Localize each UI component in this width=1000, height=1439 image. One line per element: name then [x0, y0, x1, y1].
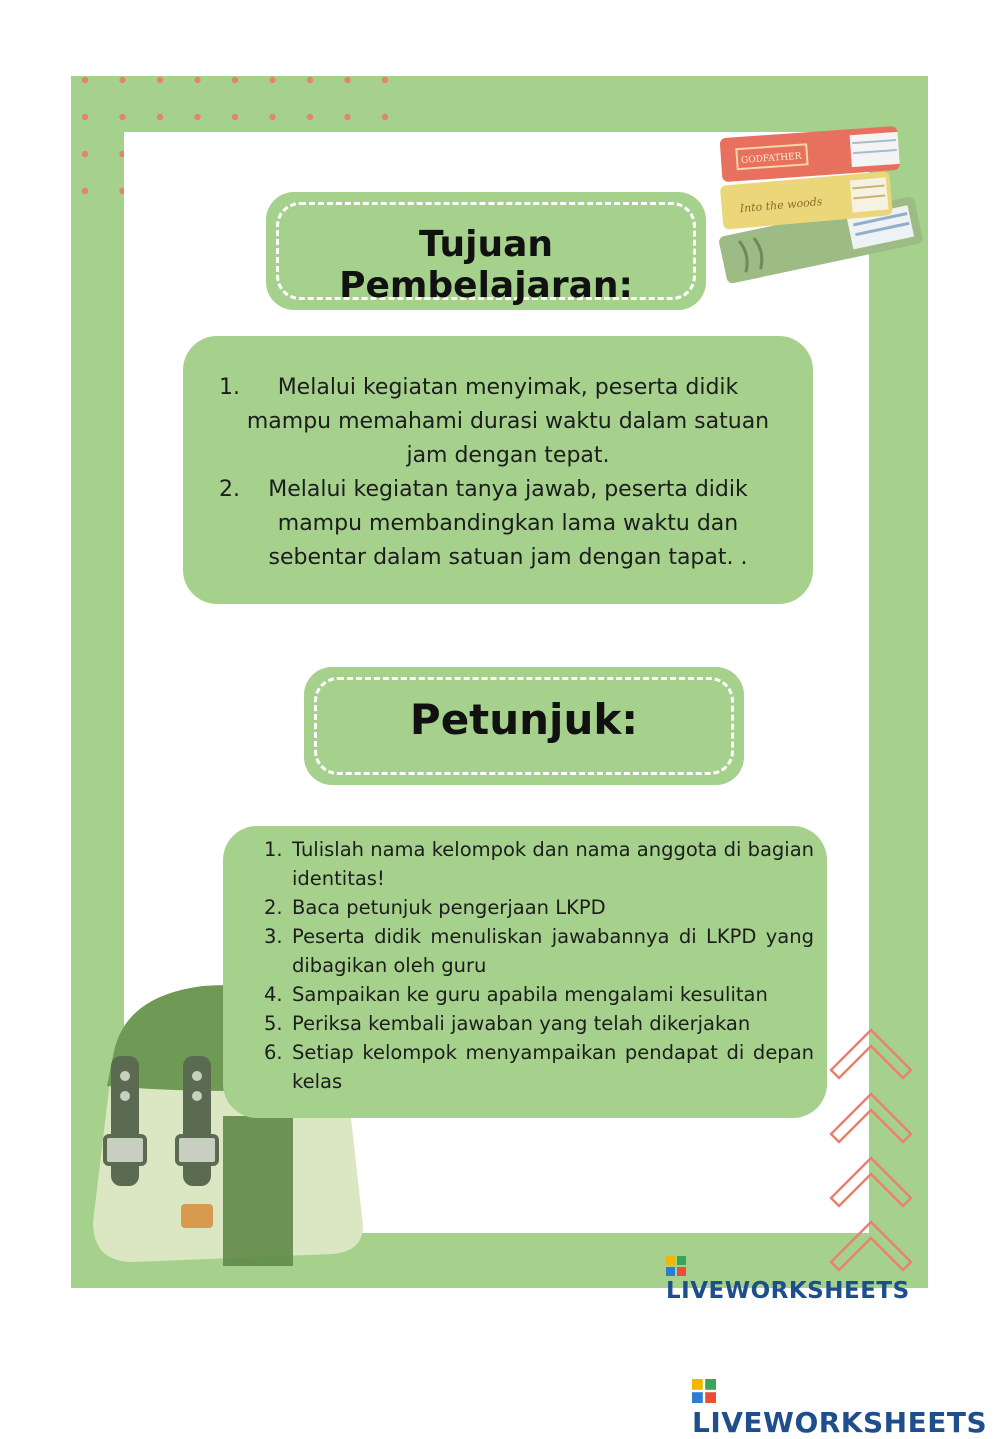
- objectives-list: [219, 371, 793, 575]
- instructions-card: [223, 826, 827, 1118]
- liveworksheets-watermark-footer: [692, 1373, 1000, 1439]
- instruction-number: 4.: [264, 983, 283, 1006]
- dot: [307, 77, 313, 83]
- dot: [119, 77, 125, 83]
- dot: [269, 114, 275, 120]
- dot: [344, 77, 350, 83]
- book-spine-top: GODFATHER: [740, 151, 802, 166]
- objective-line: mampu membandingkan lama waktu dan: [277, 511, 739, 536]
- liveworksheets-logo-icon: [692, 1379, 716, 1403]
- instruction-text: Periksa kembali jawaban yang telah dikerjakan: [292, 1012, 751, 1035]
- dot: [157, 77, 163, 83]
- instructions-title-pill: [304, 667, 744, 785]
- instruction-item: [264, 1038, 814, 1096]
- liveworksheets-watermark-inner: [666, 1252, 928, 1304]
- objective-item: [219, 371, 793, 473]
- objective-line: jam dengan tepat.: [406, 443, 610, 468]
- instruction-number: 3.: [264, 925, 283, 948]
- objective-line: Melalui kegiatan menyimak, peserta didik: [277, 375, 739, 400]
- objective-line: Melalui kegiatan tanya jawab, peserta didik: [268, 477, 748, 502]
- instruction-item: [264, 980, 814, 1009]
- objectives-card: [183, 336, 813, 604]
- instruction-text: Baca petunjuk pengerjaan LKPD: [292, 896, 606, 919]
- dot: [157, 114, 163, 120]
- watermark-footer-text: LIVEWORKSHEETS: [692, 1406, 988, 1439]
- instruction-item: [264, 893, 814, 922]
- instruction-number: 6.: [264, 1041, 283, 1064]
- dot: [82, 77, 88, 83]
- instruction-item: [264, 922, 814, 980]
- dot: [307, 114, 313, 120]
- book-spine-middle: Into the woods: [739, 195, 823, 216]
- chevron-arrows-icon: [827, 1026, 917, 1288]
- instruction-text: Setiap kelompok menyampaikan pendapat di depan kelas: [292, 1041, 814, 1093]
- dot: [194, 77, 200, 83]
- objective-line: sebentar dalam satuan jam dengan tapat. .: [268, 545, 748, 570]
- instruction-number: 1.: [264, 838, 283, 861]
- instruction-text: Peserta didik menuliskan jawabannya di LKPD yang dibagikan oleh guru: [292, 925, 814, 977]
- instruction-number: 2.: [264, 896, 283, 919]
- dot: [382, 114, 388, 120]
- objective-item: [219, 473, 793, 575]
- objectives-title-pill: [266, 192, 706, 310]
- books-stack-icon: [701, 96, 928, 276]
- dot: [232, 77, 238, 83]
- instructions-list: [264, 835, 814, 1096]
- dot: [194, 114, 200, 120]
- objectives-title: Tujuan Pembelajaran:: [339, 224, 633, 306]
- instruction-item: [264, 835, 814, 893]
- dot: [232, 114, 238, 120]
- dot: [269, 77, 275, 83]
- liveworksheets-logo-icon: [666, 1256, 686, 1276]
- watermark-inner-text: LIVEWORKSHEETS: [666, 1278, 910, 1304]
- dot: [82, 188, 88, 194]
- dot: [382, 77, 388, 83]
- instruction-text: Tulislah nama kelompok dan nama anggota di bagian identitas!: [292, 838, 814, 890]
- dot: [82, 151, 88, 157]
- worksheet-poster: [71, 76, 928, 1304]
- objective-number: 1.: [219, 375, 240, 400]
- instructions-title: Petunjuk:: [409, 695, 639, 744]
- dot: [119, 114, 125, 120]
- objective-number: 2.: [219, 477, 240, 502]
- instruction-item: [264, 1009, 814, 1038]
- instruction-text: Sampaikan ke guru apabila mengalami kesulitan: [292, 983, 768, 1006]
- dot: [344, 114, 350, 120]
- objective-line: mampu memahami durasi waktu dalam satuan: [246, 409, 770, 434]
- instruction-number: 5.: [264, 1012, 283, 1035]
- dot: [82, 114, 88, 120]
